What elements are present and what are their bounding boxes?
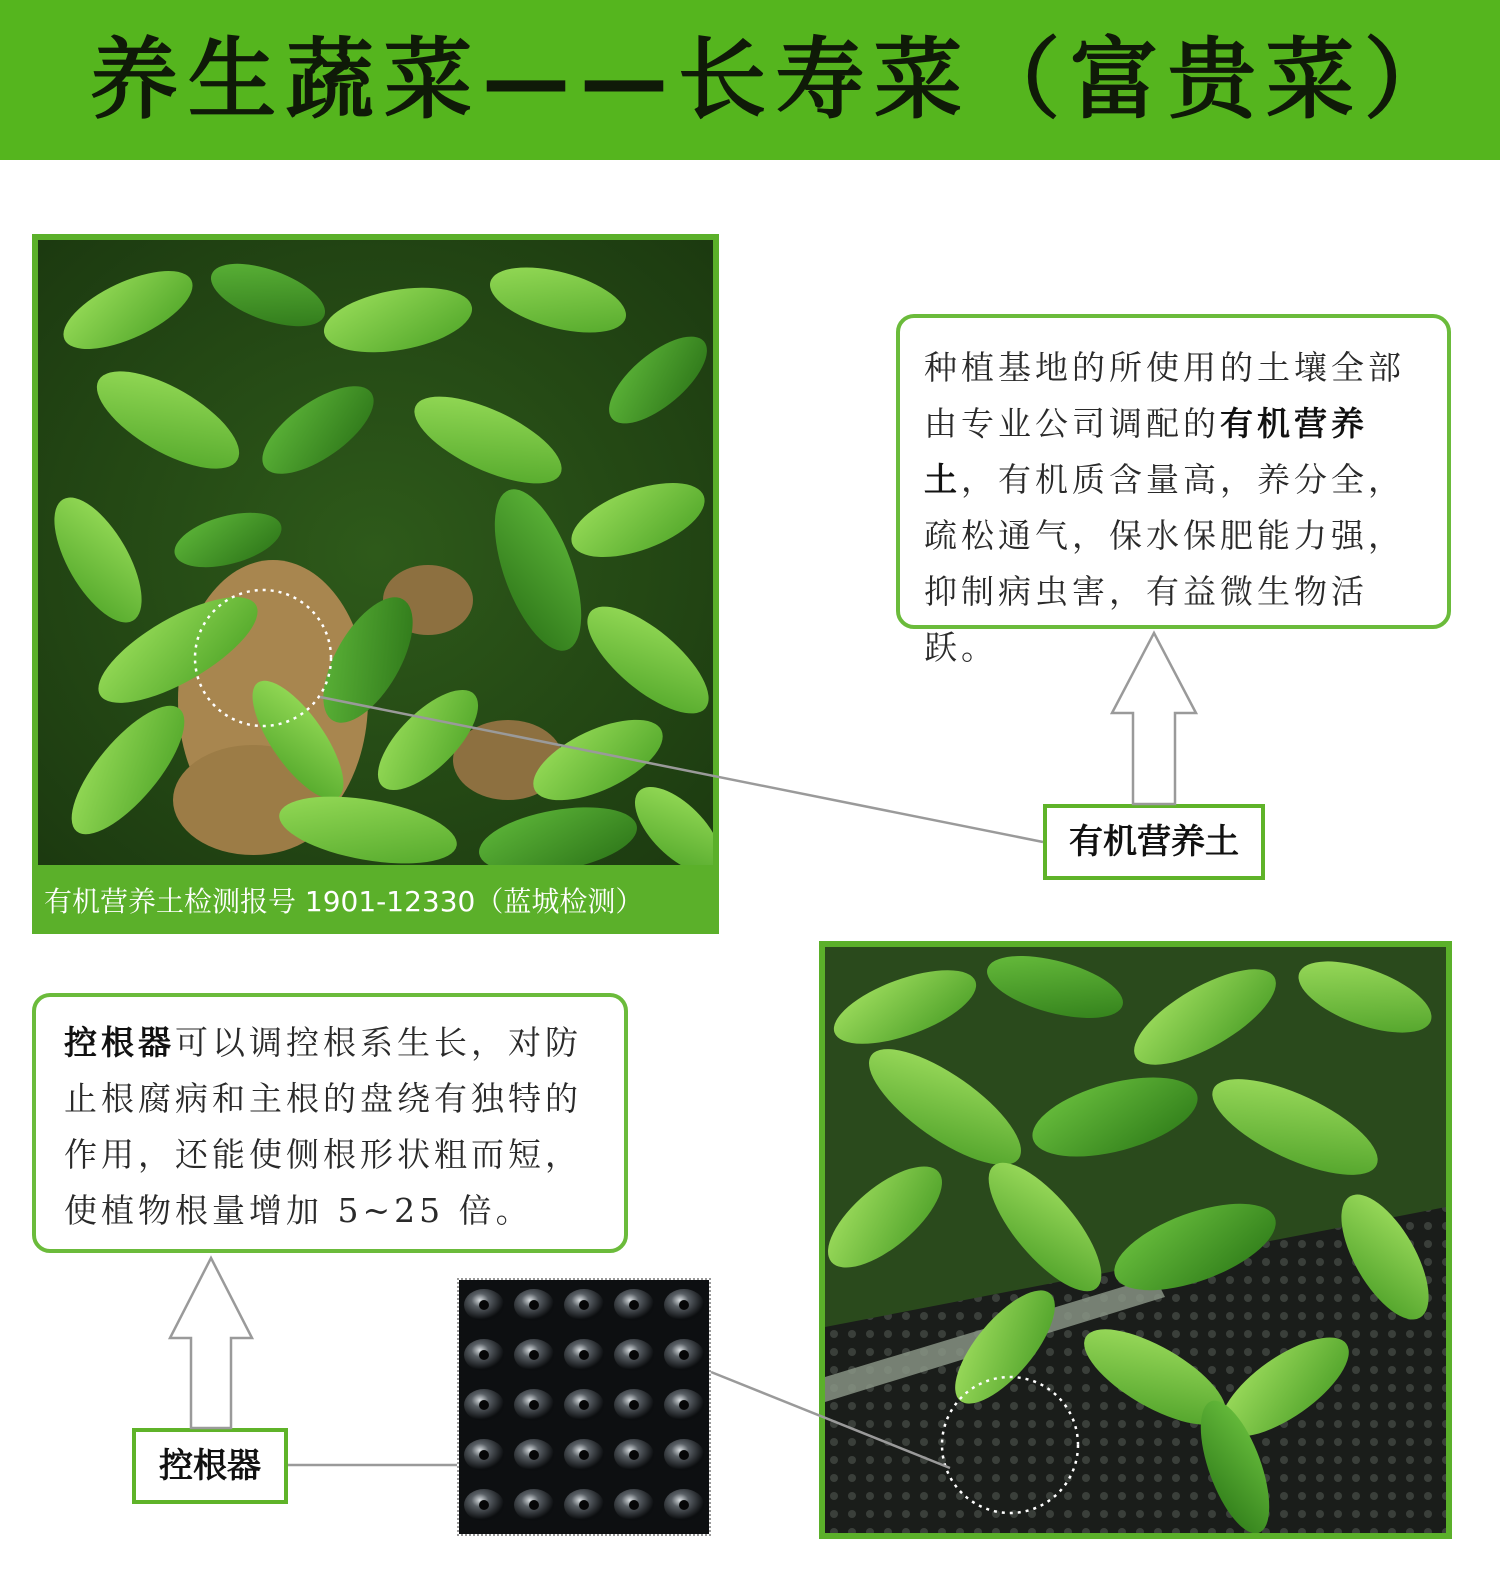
plant-photo-top-image — [38, 240, 713, 865]
root-label-box — [132, 1428, 288, 1504]
soil-info-bold: 有机营养土 — [924, 404, 1368, 499]
soil-label-text: 有机营养土 — [1069, 822, 1239, 862]
soil-info-box — [896, 314, 1451, 667]
root-info-box — [32, 993, 628, 1253]
plant-photo-top — [38, 240, 713, 865]
root-controller-photo-image — [459, 1280, 709, 1534]
plant-photo-bottom — [825, 947, 1446, 1533]
root-info-bold: 控根器 — [64, 1023, 175, 1062]
soil-label-box — [1043, 804, 1265, 880]
soil-info-text-before: 种植基地的所使用的土壤全部由专业公司调配的 — [924, 348, 1405, 443]
root-info-text-after: 可以调控根系生长，对防止根腐病和主根的盘绕有独特的作用，还能使侧根形状粗而短，使植物根量增加 5~25 倍。 — [64, 1023, 582, 1230]
photo-top-caption: 有机营养土检测报号 1901-12330（蓝城检测） — [44, 885, 644, 918]
root-controller-photo — [457, 1278, 711, 1536]
root-up-arrow-icon — [170, 1258, 252, 1428]
root-label-text: 控根器 — [159, 1446, 261, 1486]
header-banner — [0, 0, 1500, 160]
plant-photo-bottom-image — [825, 947, 1446, 1533]
photo-top-frame — [32, 234, 719, 934]
page-title: 养生蔬菜——长寿菜（富贵菜） — [90, 28, 1463, 131]
photo-bottom-frame — [819, 941, 1452, 1539]
soil-info-text-after: ，有机质含量高，养分全，疏松通气，保水保肥能力强，抑制病虫害，有益微生物活跃。 — [924, 460, 1405, 667]
soil-up-arrow-icon — [1112, 633, 1196, 804]
